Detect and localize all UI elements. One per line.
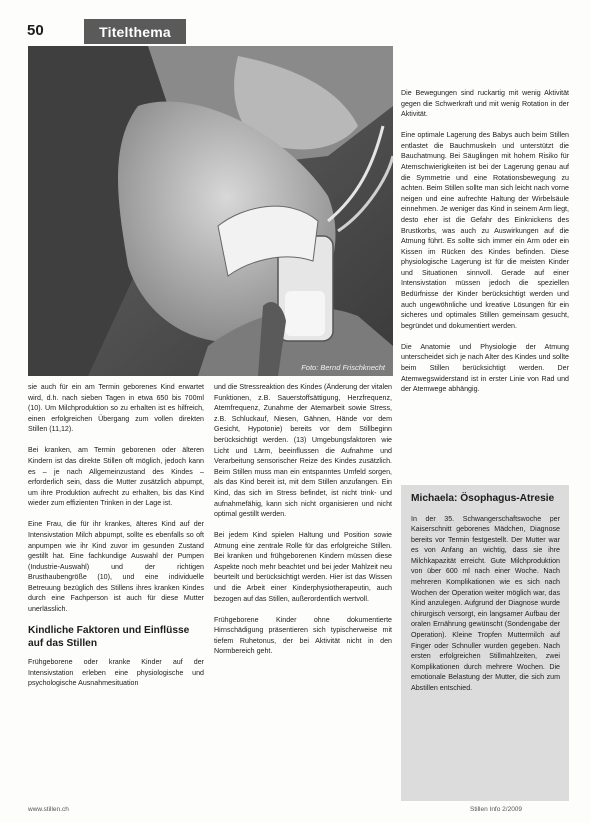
article-photo	[28, 46, 393, 376]
paragraph: Frühgeborene oder kranke Kinder auf der Intensivstation erleben eine physiologische und psychologische Ausnahmesituation	[28, 658, 204, 688]
page-number: 50	[27, 22, 44, 39]
breastpump-photo	[28, 46, 393, 376]
photo-credit: Foto: Bernd Frischknecht	[301, 363, 385, 372]
column-right	[401, 88, 569, 405]
section-label: Titelthema	[84, 19, 186, 44]
footer-website: www.stillen.ch	[28, 806, 69, 813]
paragraph: sie auch für ein am Termin geborenes Kind erwartet wird, d.h. nach sieben Tagen in etwa 650 bis 700ml (10). Um Milchproduktion so zu erhalten ist es hilfreich, einen erfolgreichen Übergang zum vollen direkten Stillen (11,12).	[28, 383, 204, 434]
case-study-box	[401, 485, 569, 801]
box-text: In der 35. Schwangerschaftswoche per Kaiserschnitt geborenes Mädchen, Diagnose bereits vor Termin festgestellt. Der Mutter war es von Anfang an wichtig, dass sie ihre Milchkapazität erreicht. Gute Milchproduktion von über 600 ml nach einer Woche. Nach mehreren Komplikationen wie es sich nach Wochen der Operation weiter möglich war, das Kind anzulegen. Aufgrund der Diagnose wurde chirurgisch versorgt, ein langsamer Aufbau der oralen Ernährung gewünscht (Sondengabe der Operation). Kleine Tropfen Muttermilch auf Finger oder Schnuller wurden gegeben. Nach ersten erfolgreichen Stillmahlzeiten, zwei Komplikationen durch mehrere Wochen. Die emotionale Belastung der Mutter, die sich zum Abstillen entschied.	[411, 514, 560, 692]
paragraph: Eine Frau, die für ihr krankes, älteres Kind auf der Intensivstation Milch abpumpt, sollte es ebenfalls so oft anpumpen wie ihr Kind zuvor im gesunden Zustand gestillt hat. Eine fachkundige Auswahl der Pumpen (Industrie-Auswahl) und der richtigen Brusthaubengröße (10), und eine individuelle Betreuung bezüglich des Stillens ihres kranken Kindes durch eine Fachperson ist auch für diese Mutter unerlässlich.	[28, 520, 204, 614]
paragraph: und die Stressreaktion des Kindes (Änderung der vitalen Funktionen, z.B. Sauerstoffsättigung, Herzfrequenz, Atemfrequenz, Zunahme der Atemarbeit sowie Stress, z.B. Schluckauf, Niesen, Gähnen, Hände vor dem Gesicht, Hypotonie) bereits vor dem Stillbeginn berücksichtigt werden. (13) Umgebungsfaktoren wie Licht und Lärm, beeinflussen die Aufnahme und Verarbeitung sensorischer Reize des Kindes zusätzlich. Beim Stillen muss man ein entspanntes Umfeld sorgen, als das Kind bereit ist, mit dem Stillen anzufangen. Ein Kind, das sich im Stress befindet, ist nicht trink- und aufnahmefähig, kann sich nicht organisieren und nicht optimal gestillt werden.	[214, 383, 392, 519]
column-middle	[214, 382, 392, 667]
footer-issue: Stillen Info 2/2009	[470, 806, 523, 813]
paragraph: Die Anatomie und Physiologie der Atmung unterscheidet sich je nach Alter des Kindes und sollte beim Stillen berücksichtigt werden. Der Atemwegswiderstand ist in erster Linie von Rad und der Atemwege abhängig.	[401, 342, 569, 394]
paragraph: Bei kranken, am Termin geborenen oder älteren Kindern ist das direkte Stillen oft möglich, jedoch kann es – je nach Allgemeinzustand des Kindes – erforderlich sein, dass die Mutter zusätzlich abpumpt, um ihre Produktion aufrecht zu erhalten, bis das Kind wieder zum effizienten Trinken in der Lage ist.	[28, 446, 204, 508]
section-heading: Kindliche Faktoren und Einflüsse auf das Stillen	[28, 625, 190, 649]
paragraph: Eine optimale Lagerung des Babys auch beim Stillen entlastet die Bauchmuskeln und unterstützt die Bauchatmung. Bei Säuglingen mit hohem Risiko für Atemschwierigkeiten ist bei der Lagerung genau auf die Symmetrie und eine Rotationsbewegung zu achten. Beim Stillen sollte man sich leicht nach vorne neigen und eine aufrechte Haltung der Wirbelsäule einnehmen. Je weniger das Kind in seinem Arm liegt, desto eher ist die Gefahr des Einknickens des Brustkorbs, was auch zu Auswirkungen auf die Atmung führt. Es sollte sich immer ein Arm oder ein Kissen im Rücken des Kindes befinden. Diese physiologische Lagerung ist für die meisten Kinder und Situationen sinnvoll. Gerade auf einer Intensivstation müssen jedoch die speziellen Bedürfnisse der Kinder berücksichtigt werden und auch ungewöhnliche und kreative Lösungen für ein sicheres und optimales Stillen gemeinsam gesucht, begründet und dokumentiert werden.	[401, 131, 569, 330]
column-left	[28, 382, 204, 699]
paragraph: Die Bewegungen sind ruckartig mit wenig Aktivität gegen die Schwerkraft und mit wenig Rotation in der Aktivität.	[401, 89, 569, 119]
paragraph: Bei jedem Kind spielen Haltung und Position sowie Atmung eine zentrale Rolle für das erfolgreiche Stillen. Bei kranken und frühgeborenen Kindern müssen diese Aspekte noch mehr beachtet und bei jeder Mahlzeit neu beurteilt und berücksichtigt werden. Hier ist das Wissen und die Arbeit einer Kinderphysiotherapeutin, auch bezogen auf das Stillen, außerordentlich wertvoll.	[214, 531, 392, 603]
paragraph: Frühgeborene Kinder ohne dokumentierte Hirnschädigung präsentieren sich typischerweise mit tiefem Ruhetonus, der bei Aktivität nicht in den Normbereich geht.	[214, 615, 392, 656]
box-title: Michaela: Ösophagus-Atresie	[411, 493, 555, 504]
